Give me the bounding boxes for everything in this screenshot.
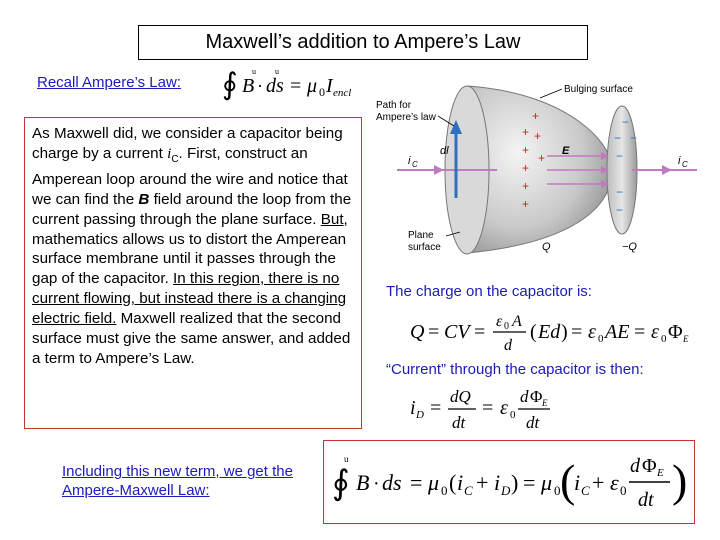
- svg-text:=: =: [474, 321, 486, 343]
- svg-text:∮: ∮: [332, 465, 350, 502]
- plane-surface-label-2: surface: [408, 242, 441, 253]
- svg-text:A: A: [512, 313, 522, 330]
- svg-text:=: =: [430, 397, 442, 419]
- svg-text:ds: ds: [266, 75, 284, 97]
- svg-text:ε: ε: [588, 321, 596, 343]
- svg-text:ε: ε: [496, 313, 503, 330]
- svg-text:0: 0: [554, 483, 561, 498]
- svg-text:i: i: [457, 470, 464, 495]
- positive-charge-label: Q: [542, 241, 551, 253]
- capacitor-diagram: [372, 68, 702, 268]
- svg-text:dt: dt: [452, 413, 466, 432]
- svg-text:C: C: [464, 483, 473, 498]
- svg-text:): ): [511, 470, 519, 495]
- svg-text:): ): [672, 455, 688, 506]
- svg-text:CV: CV: [444, 321, 470, 343]
- svg-text:·: ·: [257, 76, 263, 96]
- svg-text:−: −: [616, 203, 624, 217]
- svg-text:E: E: [657, 467, 664, 479]
- svg-text:+: +: [522, 161, 530, 175]
- recall-label[interactable]: Recall Ampere’s Law:: [37, 74, 181, 91]
- svg-text:μ: μ: [541, 470, 553, 495]
- svg-text:·: ·: [373, 473, 380, 495]
- svg-text:+: +: [476, 470, 489, 495]
- svg-text:−: −: [614, 131, 622, 145]
- ampere-law-equation: [220, 66, 360, 102]
- negative-charge-label: −Q: [622, 241, 637, 253]
- svg-text:Φ: Φ: [668, 321, 683, 343]
- svg-text:+: +: [522, 143, 530, 157]
- svg-text:Q: Q: [410, 321, 425, 343]
- svg-text:0: 0: [441, 483, 448, 498]
- svg-text:0: 0: [620, 483, 627, 498]
- e-field-label: E: [562, 145, 570, 157]
- svg-text:−: −: [616, 185, 624, 199]
- svg-text:C: C: [682, 160, 688, 169]
- svg-text:B: B: [356, 470, 370, 495]
- svg-text:0: 0: [504, 321, 509, 332]
- svg-text:0: 0: [661, 333, 667, 345]
- svg-text:+: +: [534, 129, 542, 143]
- svg-text:0: 0: [510, 409, 516, 421]
- svg-text:): ): [561, 321, 568, 343]
- path-label-line1: Path for: [376, 100, 412, 111]
- svg-text:μ: μ: [307, 75, 318, 97]
- svg-text:D: D: [416, 409, 424, 421]
- svg-text:(: (: [560, 455, 576, 506]
- svg-text:AE: AE: [605, 321, 630, 343]
- plane-surface-label-1: Plane: [408, 230, 434, 241]
- svg-text:Φ: Φ: [642, 455, 657, 477]
- svg-text:u: u: [344, 454, 349, 464]
- svg-text:0: 0: [598, 333, 604, 345]
- svg-text:+: +: [522, 179, 530, 193]
- svg-text:u: u: [252, 67, 256, 76]
- svg-text:ε: ε: [651, 321, 659, 343]
- explanation-paragraph: As Maxwell did, we consider a capacitor being charge by a current $i_C$. First, construct an Amperean loop around the wire and notice that we can find the B field around the loop from the current passing through the plane surface. But, mathematics allows us to distort the Amperean surface membrane until it passes through the gap of the capacitor. In this region, there is no current flowing, but instead there is a changing electric field. Maxwell realized that the second surface must give the same answer, and added a term to Ampere’s Law.: [32, 125, 352, 367]
- bulging-surface-label: Bulging surface: [564, 84, 633, 95]
- svg-text:u: u: [275, 67, 279, 76]
- svg-text:dQ: dQ: [450, 387, 471, 406]
- svg-text:=: =: [428, 321, 440, 343]
- current-equation: [408, 384, 578, 436]
- ampere-maxwell-equation: [330, 444, 692, 522]
- current-caption[interactable]: “Current” through the capacitor is then:: [386, 361, 644, 378]
- svg-text:i: i: [678, 155, 681, 167]
- path-label-line2: Ampere’s law: [376, 112, 436, 123]
- svg-text:=: =: [482, 397, 494, 419]
- svg-text:i: i: [494, 470, 501, 495]
- svg-text:encl: encl: [333, 87, 352, 99]
- svg-text:B: B: [242, 75, 255, 97]
- svg-text:d: d: [504, 337, 512, 354]
- svg-text:(: (: [530, 321, 537, 343]
- svg-text:+: +: [538, 151, 546, 165]
- svg-text:i: i: [408, 155, 411, 167]
- svg-text:C: C: [412, 160, 418, 169]
- svg-text:=: =: [634, 321, 646, 343]
- svg-text:E: E: [542, 398, 548, 408]
- svg-text:ε: ε: [500, 397, 508, 419]
- svg-text:=: =: [290, 75, 302, 97]
- slide-title: [138, 25, 588, 60]
- svg-text:E: E: [683, 334, 689, 344]
- svg-text:∮: ∮: [222, 68, 238, 101]
- dl-label: dl: [440, 145, 449, 157]
- svg-text:D: D: [501, 483, 511, 498]
- svg-text:−: −: [630, 131, 638, 145]
- svg-text:d: d: [520, 387, 529, 406]
- svg-text:d: d: [630, 455, 640, 477]
- svg-text:ε: ε: [610, 470, 619, 495]
- svg-text:−: −: [616, 149, 624, 163]
- svg-text:i: i: [574, 470, 581, 495]
- svg-text:I: I: [326, 75, 333, 97]
- svg-text:+: +: [522, 125, 530, 139]
- svg-text:−: −: [622, 115, 630, 129]
- svg-text:ds: ds: [382, 470, 402, 495]
- svg-text:μ: μ: [428, 470, 440, 495]
- svg-text:(: (: [449, 470, 457, 495]
- svg-text:Ed: Ed: [538, 321, 561, 343]
- svg-text:=: =: [410, 470, 423, 495]
- svg-text:Φ: Φ: [530, 387, 543, 406]
- svg-text:+: +: [522, 197, 530, 211]
- svg-text:=: =: [523, 470, 536, 495]
- svg-text:=: =: [571, 321, 583, 343]
- including-link[interactable]: Including this new term, we get the Ampere-Maxwell Law:: [62, 463, 293, 499]
- svg-text:i: i: [410, 397, 416, 419]
- svg-text:+: +: [592, 470, 605, 495]
- svg-text:+: +: [532, 109, 540, 123]
- svg-text:0: 0: [319, 85, 325, 99]
- title-text: Maxwell’s addition to Ampere’s Law: [205, 31, 521, 53]
- svg-text:C: C: [581, 483, 590, 498]
- charge-caption[interactable]: The charge on the capacitor is:: [386, 283, 592, 300]
- svg-text:dt: dt: [526, 413, 540, 432]
- underlined-statement: In this region, there is no current flowing, but instead there is a changing electric field.: [32, 270, 347, 328]
- charge-equation: [408, 308, 718, 354]
- svg-text:dt: dt: [638, 489, 654, 511]
